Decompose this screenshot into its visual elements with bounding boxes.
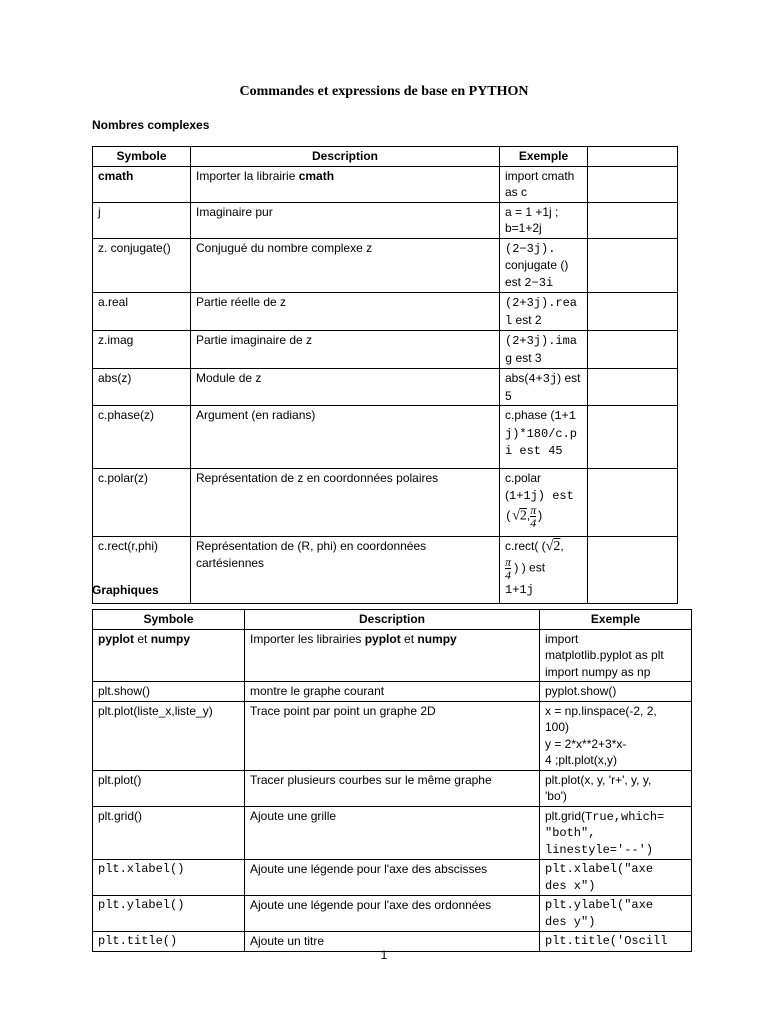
table-row [93, 469, 678, 537]
table-row [93, 369, 678, 406]
description-cell: Partie imaginaire de z [191, 331, 500, 369]
example-cell: plt.xlabel("axe des x") [540, 860, 692, 896]
example-cell: plt.title('Oscill [540, 932, 692, 952]
empty-cell [588, 238, 678, 293]
description-cell: montre le graphe courant [245, 682, 540, 702]
sqrt-symbol: √2 [512, 508, 527, 524]
table-row [93, 406, 678, 469]
page-number: 1 [380, 948, 388, 962]
example-cell: (2+3j).imag est 3 [500, 331, 588, 369]
column-header-symbole: Symbole [93, 147, 191, 167]
description-cell: Conjugué du nombre complexe z [191, 238, 500, 293]
complex-numbers-table [92, 146, 678, 604]
description-cell: Importer la librairie cmath [191, 166, 500, 202]
symbol-cell: plt.plot() [93, 770, 245, 806]
empty-cell [588, 537, 678, 604]
symbol-cell: pyplot et numpy [93, 629, 245, 682]
example-cell: c.phase (1+1j)*180/c.pi est 45 [500, 406, 588, 469]
table-row [93, 238, 678, 293]
example-cell: plt.grid(True,which= "both", linestyle='--') [540, 806, 692, 860]
example-cell: abs(4+3j) est 5 [500, 369, 588, 406]
symbol-cell: plt.show() [93, 682, 245, 702]
example-cell: import cmath as c [500, 166, 588, 202]
description-cell: Module de z [191, 369, 500, 406]
empty-cell [588, 369, 678, 406]
fraction: $\frac{\pi}{4}$ [530, 503, 537, 530]
table-row [93, 770, 692, 806]
example-cell: c.rect( (√2, $\frac{\pi}{4}$ ) ) est 1+1j [500, 537, 588, 604]
description-cell: Représentation de z en coordonnées polaires [191, 469, 500, 537]
empty-cell [588, 293, 678, 331]
description-cell: Importer les librairies pyplot et numpy [245, 629, 540, 682]
symbol-cell: c.polar(z) [93, 469, 191, 537]
example-cell: x = np.linspace(-2, 2, 100) y = 2*x**2+3*x- 4 ;plt.plot(x,y) [540, 701, 692, 770]
column-header-description: Description [191, 147, 500, 167]
example-cell: plt.ylabel("axe des y") [540, 896, 692, 932]
symbol-cell: abs(z) [93, 369, 191, 406]
page-title: Commandes et expressions de base en PYTHON [239, 84, 529, 99]
example-cell: a = 1 +1j ; b=1+2j [500, 202, 588, 238]
example-cell: plt.plot(x, y, 'r+', y, y, 'bo') [540, 770, 692, 806]
table-row [93, 860, 692, 896]
empty-cell [588, 406, 678, 469]
empty-cell [588, 469, 678, 537]
description-cell: Imaginaire pur [191, 202, 500, 238]
table-row [93, 806, 692, 860]
description-cell: Partie réelle de z [191, 293, 500, 331]
symbol-cell: cmath [93, 166, 191, 202]
description-cell: Tracer plusieurs courbes sur le même graphe [245, 770, 540, 806]
graphics-table [92, 609, 692, 952]
description-cell: Argument (en radians) [191, 406, 500, 469]
section-heading-complex: Nombres complexes [92, 118, 210, 132]
column-header-exemple: Exemple [500, 147, 588, 167]
column-header-symbole: Symbole [93, 610, 245, 630]
table-row [93, 202, 678, 238]
description-cell: Ajoute une légende pour l'axe des ordonnées [245, 896, 540, 932]
symbol-cell: plt.ylabel() [93, 896, 245, 932]
example-cell: (2+3j).real est 2 [500, 293, 588, 331]
table-row [93, 331, 678, 369]
section-heading-graphiques: Graphiques [92, 583, 159, 597]
table-header-row [93, 610, 692, 630]
symbol-cell: plt.grid() [93, 806, 245, 860]
description-cell: Ajoute une légende pour l'axe des abscisses [245, 860, 540, 896]
column-header-exemple: Exemple [540, 610, 692, 630]
empty-cell [588, 166, 678, 202]
symbol-cell: c.rect(r,phi) [93, 537, 191, 604]
fraction: $\frac{\pi}{4}$ [505, 554, 512, 582]
example-cell: c.polar (1+1j) est (√2, $\frac{\pi}{4}$ ) [500, 469, 588, 537]
table-row [93, 896, 692, 932]
table-row [93, 166, 678, 202]
sqrt-symbol: √2 [545, 539, 561, 554]
table-header-row [93, 147, 678, 167]
symbol-cell: a.real [93, 293, 191, 331]
symbol-cell: c.phase(z) [93, 406, 191, 469]
empty-header-cell [588, 147, 678, 167]
symbol-cell: z.imag [93, 331, 191, 369]
symbol-cell: z. conjugate() [93, 238, 191, 293]
description-cell: Trace point par point un graphe 2D [245, 701, 540, 770]
description-cell: Ajoute une grille [245, 806, 540, 860]
table-row [93, 629, 692, 682]
table-row [93, 682, 692, 702]
empty-cell [588, 331, 678, 369]
column-header-description: Description [245, 610, 540, 630]
table-row [93, 537, 678, 604]
table-row [93, 293, 678, 331]
table-row [93, 701, 692, 770]
symbol-cell: plt.title() [93, 932, 245, 952]
description-cell: Représentation de (R, phi) en coordonnées cartésiennes [191, 537, 500, 604]
example-cell: (2−3j). conjugate () est 2−3i [500, 238, 588, 293]
symbol-cell: plt.plot(liste_x,liste_y) [93, 701, 245, 770]
example-cell: pyplot.show() [540, 682, 692, 702]
symbol-cell: plt.xlabel() [93, 860, 245, 896]
empty-cell [588, 202, 678, 238]
example-cell: import matplotlib.pyplot as plt import numpy as np [540, 629, 692, 682]
symbol-cell: j [93, 202, 191, 238]
description-cell: Ajoute un titre [245, 932, 540, 952]
